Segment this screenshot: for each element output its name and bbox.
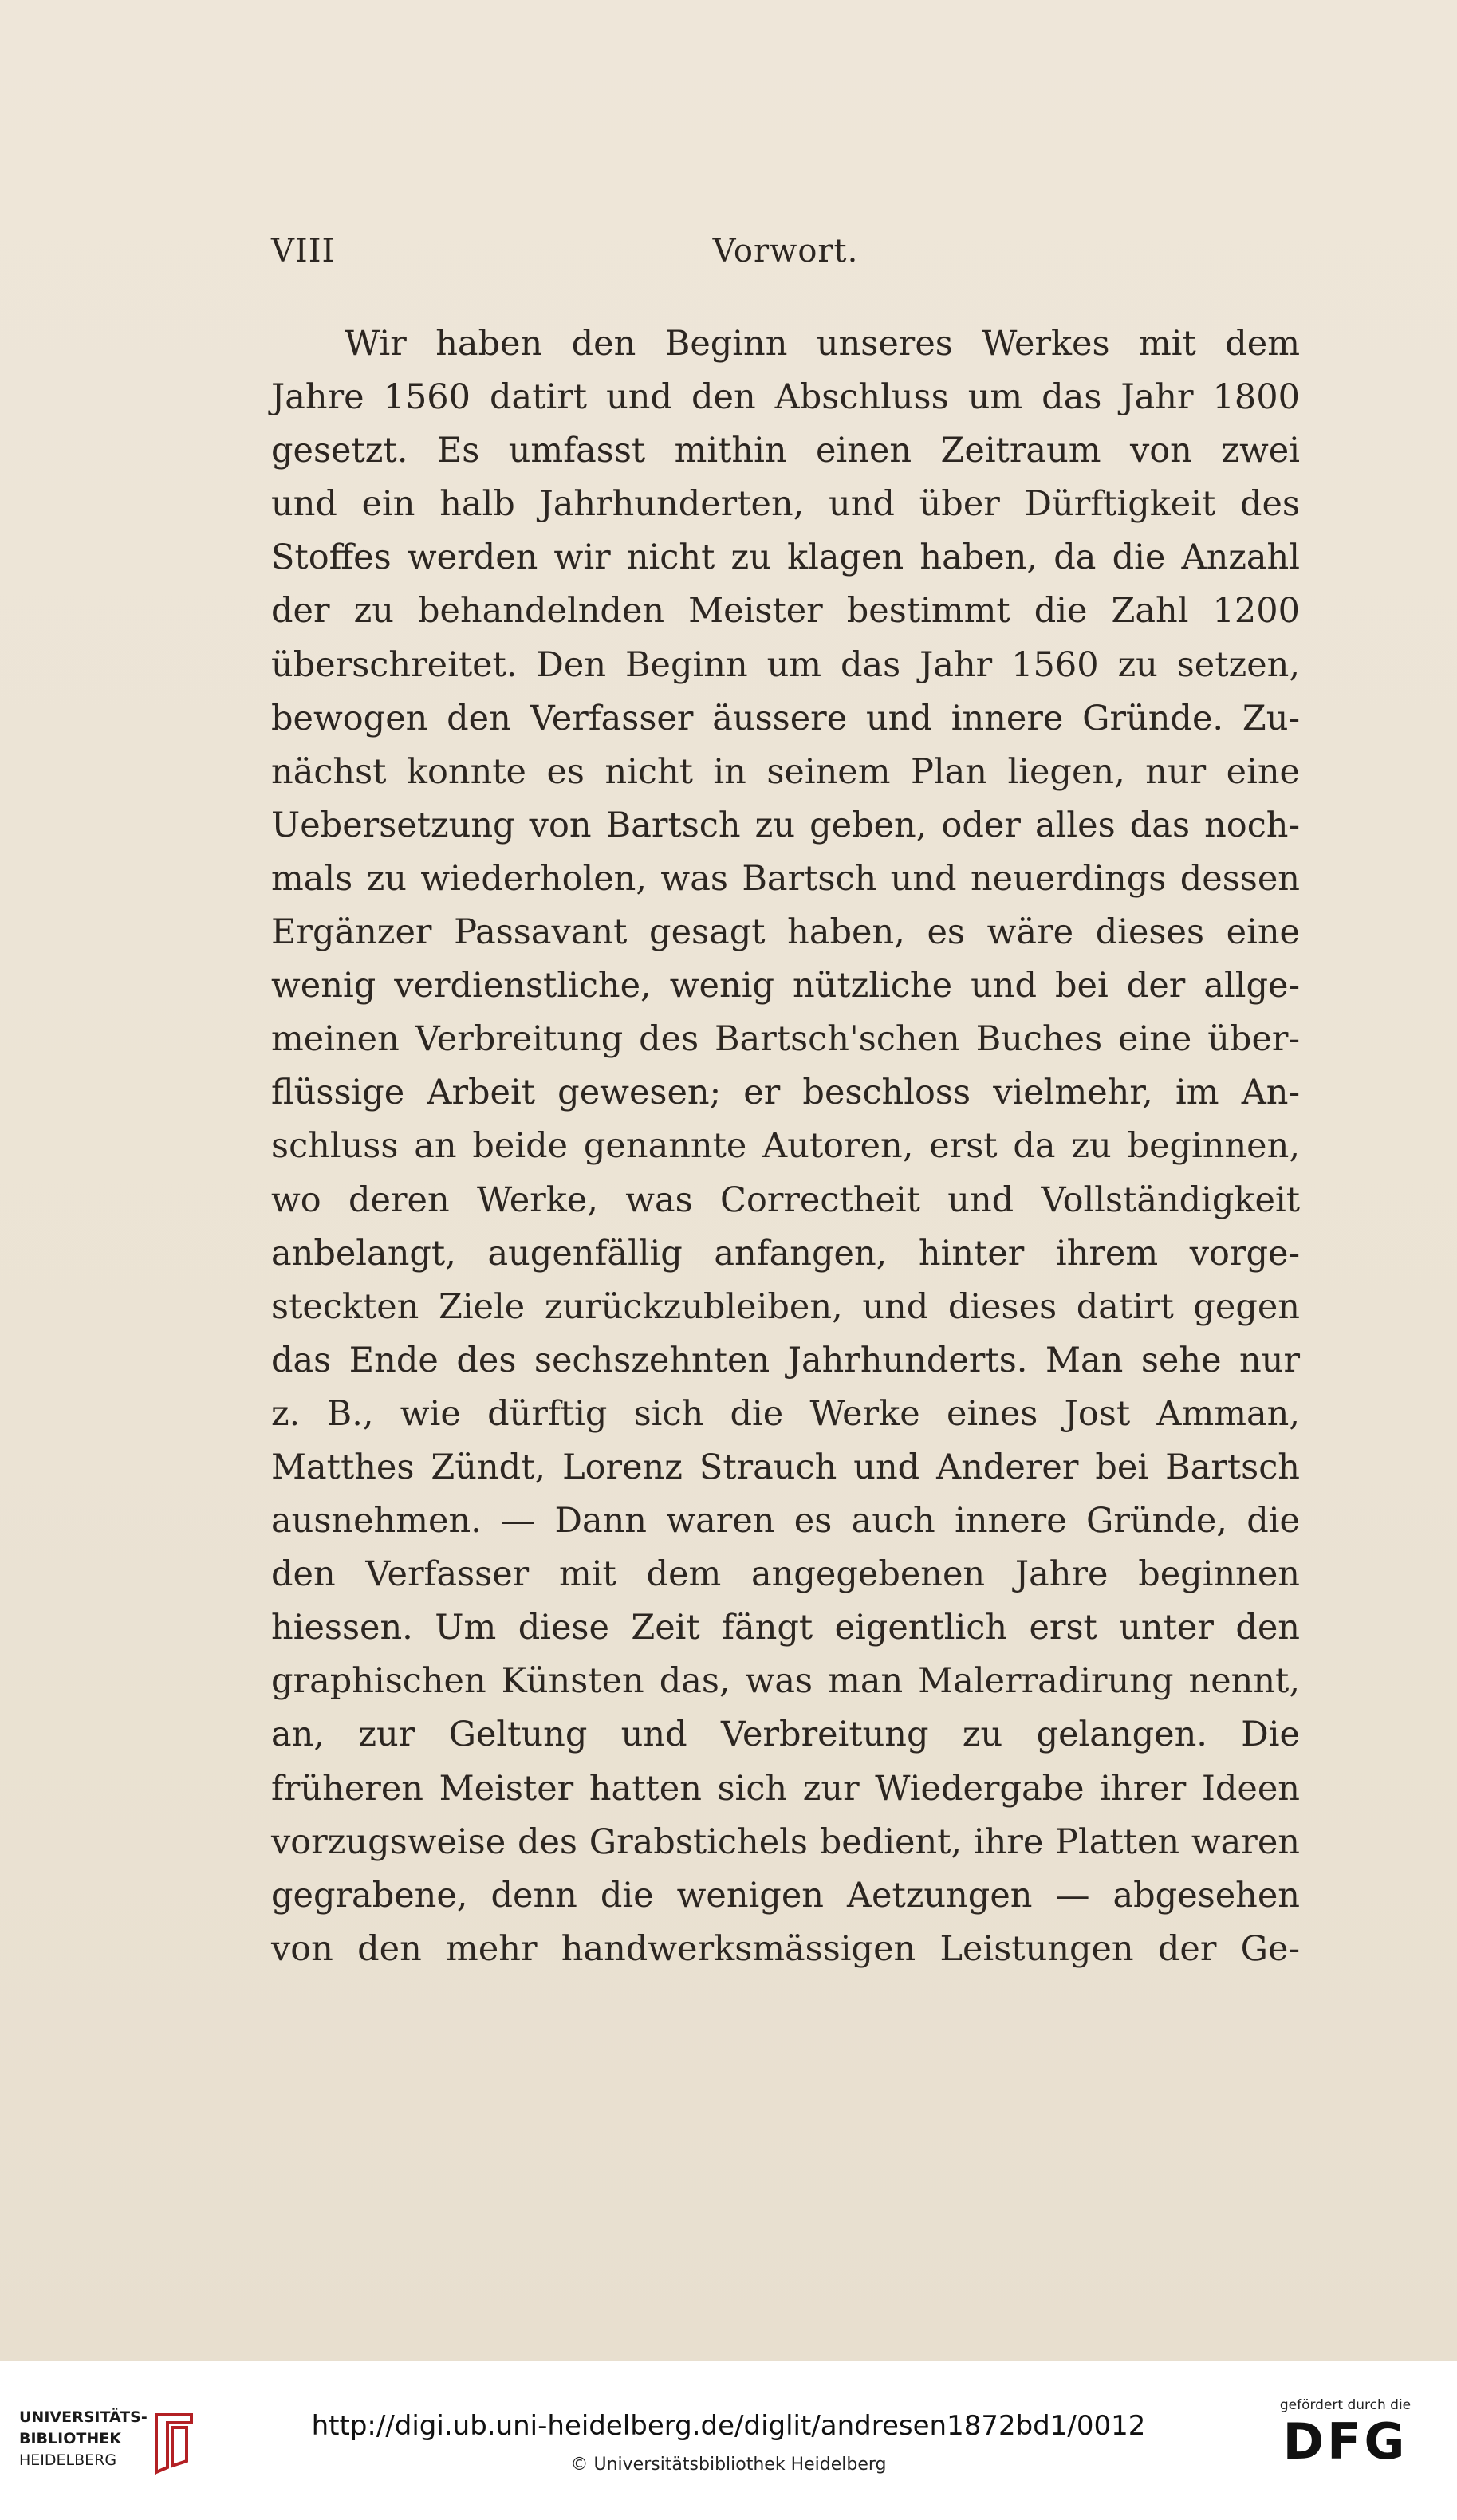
text-line: nächst konnte es nicht in seinem Plan liegen, nur eine — [271, 751, 1300, 792]
text-line: bewogen den Verfasser äussere und innere Gründe. Zu- — [271, 698, 1300, 738]
logo-line: BIBLIOTHEK — [19, 2430, 121, 2447]
logo-line: HEIDELBERG — [19, 2451, 117, 2469]
text-line: mals zu wiederholen, was Bartsch und neuerdings dessen — [271, 858, 1300, 899]
text-line: Uebersetzung von Bartsch zu geben, oder alles das noch- — [271, 805, 1300, 845]
text-line: hiessen. Um diese Zeit fängt eigentlich erst unter den — [271, 1608, 1300, 1648]
text-line: der zu behandelnden Meister bestimmt die Zahl 1200 — [271, 591, 1300, 632]
text-line: Matthes Zündt, Lorenz Strauch und Anderer bei Bartsch — [271, 1447, 1300, 1487]
page-number: VIII — [271, 233, 336, 270]
text-line: früheren Meister hatten sich zur Wiedergabe ihrer Ideen — [271, 1768, 1300, 1809]
text-line: von den mehr handwerksmässigen Leistungen der Ge- — [271, 1928, 1300, 1969]
running-head — [271, 233, 1300, 281]
dfg-logo[interactable] — [1266, 2397, 1425, 2485]
dfg-caption: gefördert durch die — [1279, 2397, 1412, 2413]
text-line: z. B., wie dürftig sich die Werke eines Jost Amman, — [271, 1393, 1300, 1434]
text-line: Ergänzer Passavant gesagt haben, es wäre dieses eine — [271, 912, 1300, 953]
text-line: den Verfasser mit dem angegebenen Jahre beginnen — [271, 1554, 1300, 1595]
text-line: ausnehmen. — Dann waren es auch innere Gründe, die — [271, 1501, 1300, 1542]
text-line: Stoffes werden wir nicht zu klagen haben, da die Anzahl — [271, 537, 1300, 578]
text-line: das Ende des sechszehnten Jahrhunderts. Man sehe nur — [271, 1340, 1300, 1380]
text-line: überschreitet. Den Beginn um das Jahr 1560 zu setzen, — [271, 644, 1300, 685]
running-title: Vorwort. — [712, 233, 859, 270]
text-line: wo deren Werke, was Correctheit und Vollständigkeit — [271, 1179, 1300, 1220]
logo-line: UNIVERSITÄTS- — [19, 2408, 148, 2426]
text-line: schluss an beide genannte Autoren, erst da zu beginnen, — [271, 1126, 1300, 1167]
text-line: Wir haben den Beginn unseres Werkes mit dem — [345, 324, 1300, 364]
text-line: anbelangt, augenfällig anfangen, hinter ihrem vorge- — [271, 1233, 1300, 1274]
digitization-footer — [0, 2361, 1457, 2520]
text-line: graphischen Künsten das, was man Malerradirung nennt, — [271, 1661, 1300, 1702]
dfg-mark: DFG — [1282, 2412, 1408, 2471]
text-line: wenig verdienstliche, wenig nützliche und bei der allge- — [271, 966, 1300, 1006]
text-line: gesetzt. Es umfasst mithin einen Zeitraum von zwei — [271, 431, 1300, 471]
text-line: gegrabene, denn die wenigen Aetzungen — abgesehen — [271, 1875, 1300, 1916]
body-text — [271, 317, 1300, 1976]
text-line: meinen Verbreitung des Bartsch'schen Buches eine über- — [271, 1019, 1300, 1060]
permalink-url[interactable]: http://digi.ub.uni-heidelberg.de/diglit/andresen1872bd1/0012 — [311, 2410, 1146, 2442]
text-line: steckten Ziele zurückzubleiben, und dieses datirt gegen — [271, 1286, 1300, 1327]
text-line: flüssige Arbeit gewesen; er beschloss vielmehr, im An- — [271, 1073, 1300, 1113]
text-line: Jahre 1560 datirt und den Abschluss um das Jahr 1800 — [271, 377, 1300, 418]
copyright-notice: © Universitätsbibliothek Heidelberg — [570, 2455, 887, 2475]
text-line: an, zur Geltung und Verbreitung zu gelangen. Die — [271, 1715, 1300, 1755]
text-line: vorzugsweise des Grabstichels bedient, ihre Platten waren — [271, 1821, 1300, 1862]
text-line: und ein halb Jahrhunderten, und über Dürftigkeit des — [271, 484, 1300, 525]
